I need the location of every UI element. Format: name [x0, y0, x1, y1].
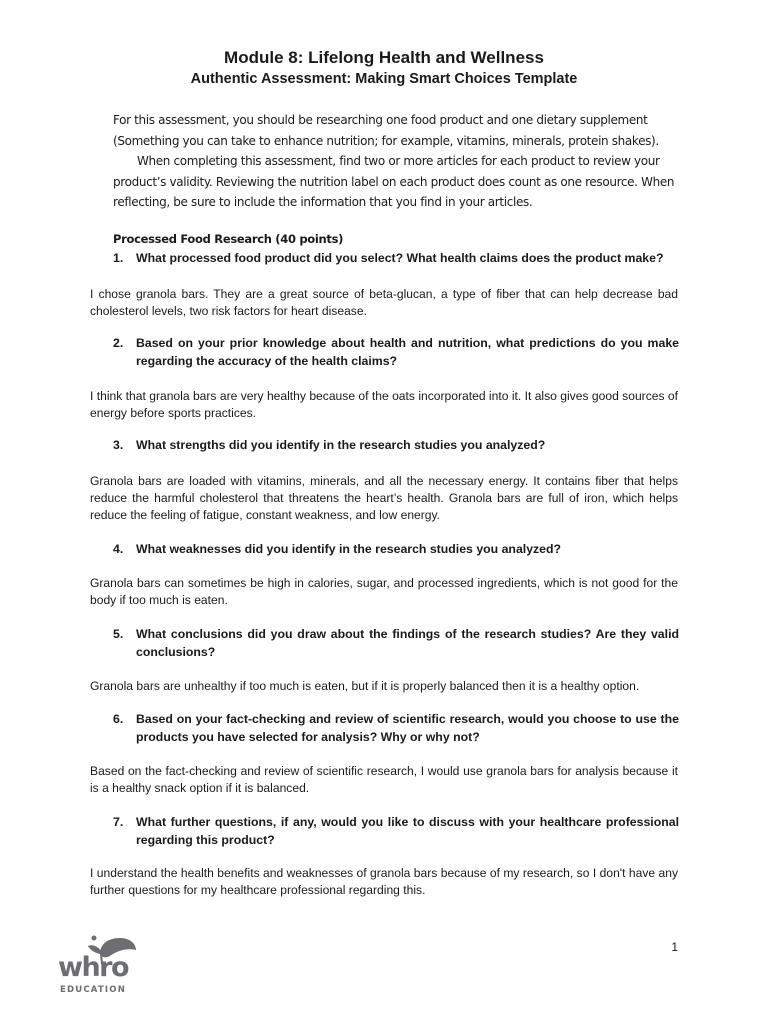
- logo-tagline: EDUCATION: [60, 985, 127, 995]
- answer-7: I understand the health benefits and weaknesses of granola bars because of my research, so I don't have any further questions for my healthcare professional regarding this.: [90, 866, 678, 897]
- question-number: 7.: [113, 815, 124, 829]
- answer-4: Granola bars can sometimes be high in calories, sugar, and processed ingredients, which is not good for the body if too much is eaten.: [90, 576, 678, 607]
- question-4: [113, 541, 679, 559]
- answer-2: I think that granola bars are very healthy because of the oats incorporated into it. It also gives good sources of energy before sports practices.: [90, 389, 678, 420]
- question-2: [113, 335, 679, 370]
- logo-wordmark: whro: [58, 952, 129, 983]
- question-text: What conclusions did you draw about the findings of the research studies? Are they valid conclusions?: [136, 627, 679, 659]
- answer-6: Based on the fact-checking and review of scientific research, I would use granola bars for analysis because it is a healthy snack option if it is balanced.: [90, 764, 678, 795]
- leaf-sprout-icon: [58, 934, 148, 998]
- question-7: [113, 814, 679, 849]
- question-3: [113, 437, 679, 455]
- question-text: What strengths did you identify in the research studies you analyzed?: [136, 438, 546, 452]
- document-subtitle: Authentic Assessment: Making Smart Choices Template: [190, 71, 578, 87]
- question-5: [113, 626, 679, 661]
- intro-paragraph-2: When completing this assessment, find two or more articles for each product to review your product’s validity. Reviewing the nutrition label on each product does count as one resource. When reflecting, be sure to include the information that you find in your articles.: [113, 154, 675, 209]
- question-text: Based on your fact-checking and review of scientific research, would you choose to use the products you have selected for analysis? Why or why not?: [136, 712, 679, 744]
- question-6: [113, 711, 679, 746]
- question-number: 4.: [113, 542, 124, 556]
- page-number: 1: [671, 940, 678, 954]
- question-number: 6.: [113, 712, 124, 726]
- question-number: 3.: [113, 438, 124, 452]
- question-text: What weaknesses did you identify in the research studies you analyzed?: [136, 542, 562, 556]
- question-number: 5.: [113, 627, 124, 641]
- answer-5: Granola bars are unhealthy if too much is eaten, but if it is properly balanced then it is a healthy option.: [90, 679, 640, 693]
- document-title: Module 8: Lifelong Health and Wellness: [224, 48, 544, 67]
- intro-paragraph-1: For this assessment, you should be researching one food product and one dietary supplement (Something you can take to enhance nutrition; for example, vitamins, minerals, protein shakes).: [113, 113, 659, 148]
- question-1: [113, 250, 679, 268]
- question-text: Based on your prior knowledge about health and nutrition, what predictions do you make regarding the accuracy of the health claims?: [136, 336, 679, 368]
- section-heading: Processed Food Research (40 points): [113, 232, 344, 246]
- intro-text: [113, 110, 683, 213]
- question-text: What processed food product did you select? What health claims does the product make?: [136, 251, 664, 265]
- question-text: What further questions, if any, would you like to discuss with your healthcare professional regarding this product?: [136, 815, 679, 847]
- whro-education-logo: [58, 934, 148, 998]
- answer-1: I chose granola bars. They are a great source of beta-glucan, a type of fiber that can help decrease bad cholesterol levels, two risk factors for heart disease.: [90, 287, 678, 318]
- answer-3: Granola bars are loaded with vitamins, minerals, and all the necessary energy. It contains fiber that helps reduce the harmful cholesterol that threatens the heart’s health. Granola bars are full of iron, which helps reduce the feeling of fatigue, constant weakness, and low energy.: [90, 474, 678, 522]
- question-number: 1.: [113, 251, 124, 265]
- question-number: 2.: [113, 336, 124, 350]
